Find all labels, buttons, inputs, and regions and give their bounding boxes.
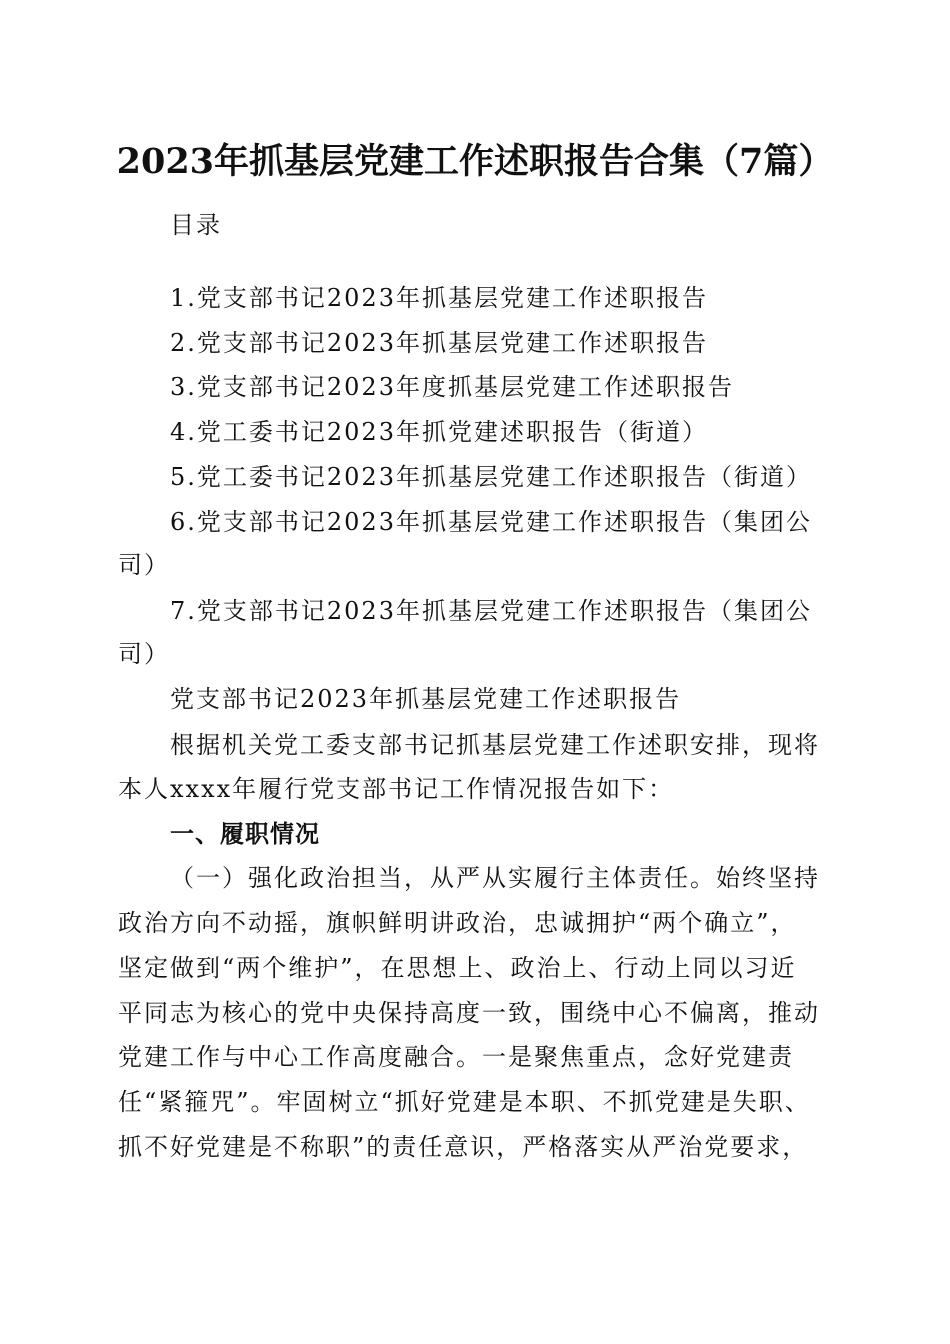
body-paragraph-line: 抓不好党建是不称职”的责任意识，严格落实从严治党要求， xyxy=(118,1133,809,1161)
intro-line: 本人xxxx年履行党支部书记工作情况报告如下： xyxy=(118,775,675,803)
body-paragraph-line: （一）强化政治担当，从严从实履行主体责任。始终坚持 xyxy=(170,864,820,892)
body-paragraph-line: 平同志为核心的党中央保持高度一致，围绕中心不偏离，推动 xyxy=(118,999,820,1027)
toc-item-7-continued: 司） xyxy=(118,640,170,668)
heading-level-1: 一、履职情况 xyxy=(170,820,320,848)
body-paragraph-line: 政治方向不动摇，旗帜鲜明讲政治，忠诚拥护“两个确立”， xyxy=(118,909,797,937)
toc-item-3: 3.党支部书记2023年度抓基层党建工作述职报告 xyxy=(170,373,734,401)
toc-item-4: 4.党工委书记2023年抓党建述职报告（街道） xyxy=(170,418,708,446)
intro-line: 根据机关党工委支部书记抓基层党建工作述职安排，现将 xyxy=(170,731,820,759)
body-paragraph-line: 党建工作与中心工作高度融合。一是聚焦重点，念好党建责 xyxy=(118,1043,794,1071)
toc-item-2: 2.党支部书记2023年抓基层党建工作述职报告 xyxy=(170,329,708,357)
toc-item-5: 5.党工委书记2023年抓基层党建工作述职报告（街道） xyxy=(170,463,812,491)
toc-item-6-continued: 司） xyxy=(118,551,170,579)
document-title: 2023年抓基层党建工作述职报告合集（7篇） xyxy=(116,141,834,182)
toc-item-7: 7.党支部书记2023年抓基层党建工作述职报告（集团公 xyxy=(170,597,812,625)
toc-item-6: 6.党支部书记2023年抓基层党建工作述职报告（集团公 xyxy=(170,508,812,536)
body-paragraph-line: 任“紧箍咒”。牢固树立“抓好党建是本职、不抓党建是失职、 xyxy=(118,1088,811,1116)
toc-item-1: 1.党支部书记2023年抓基层党建工作述职报告 xyxy=(170,284,708,312)
toc-heading: 目录 xyxy=(170,211,222,239)
body-paragraph-line: 坚定做到“两个维护”，在思想上、政治上、行动上同以习近 xyxy=(118,954,797,982)
section-title: 党支部书记2023年抓基层党建工作述职报告 xyxy=(170,685,682,713)
